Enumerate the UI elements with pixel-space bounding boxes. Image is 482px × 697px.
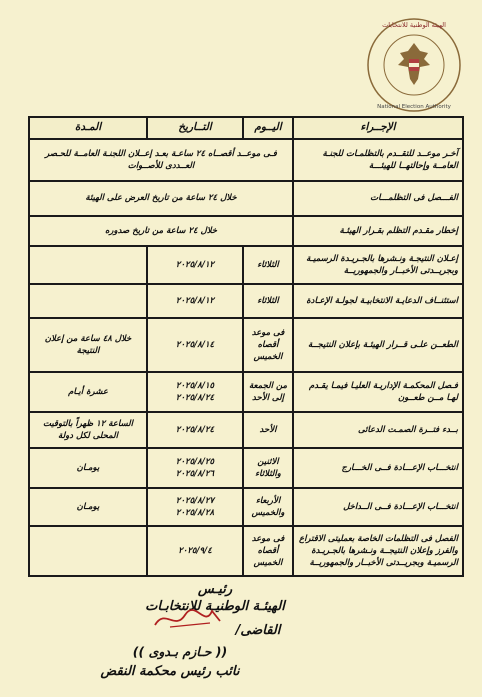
date-cell: ٢٠٢٥/٨/٢٥ ٢٠٢٥/٨/٢٦	[147, 448, 243, 488]
election-schedule-table	[28, 116, 464, 577]
signature-title: رئيـس	[197, 582, 233, 597]
procedure-cell: الفـــصل فى التظلمـــات	[293, 181, 463, 216]
day-cell: فى موعد أقصاه الخميس	[243, 318, 293, 372]
duration-cell: عشرة أيـام	[29, 372, 147, 412]
table-row	[29, 488, 463, 526]
day-cell: الاثنين والثلاثاء	[243, 448, 293, 488]
duration-merged-cell: خلال ٢٤ ساعة من تاريخ العرض على الهيئة	[29, 181, 293, 216]
duration-cell	[29, 246, 147, 284]
table-row	[29, 526, 463, 576]
procedure-cell: إخطار مقـدم التظلم بقـرار الهيئـة	[293, 216, 463, 246]
eagle-emblem-icon	[398, 43, 430, 85]
logo-arabic-name: الهيئة الوطنية للانتخابات	[382, 21, 446, 29]
duration-cell: يومـان	[29, 488, 147, 526]
signature-authority: الهيئـة الوطنيـة للانتخابـات	[145, 599, 285, 614]
duration-cell: الساعة ١٢ ظهراً بالتوقيت المحلى لكل دولة	[29, 412, 147, 448]
table-row	[29, 139, 463, 181]
procedure-cell: بــدء فتــرة الصمـت الدعائى	[293, 412, 463, 448]
procedure-cell: استئنــاف الدعايـة الانتخابيـة لجولـة الإعـادة	[293, 284, 463, 318]
procedure-cell: انتخـــاب الإعـــادة فــى الخـــارج	[293, 448, 463, 488]
header-date: التــاريخ	[147, 117, 243, 139]
day-cell: فى موعد أقصاه الخميس	[243, 526, 293, 576]
date-cell: ٢٠٢٥/٨/٢٤	[147, 412, 243, 448]
table-header-row	[29, 117, 463, 139]
procedure-cell: فـصل المحكمـة الإداريـة العليـا فيمـا يقـدم لهـا مــن طعــون	[293, 372, 463, 412]
table-row	[29, 372, 463, 412]
day-cell: الثلاثاء	[243, 246, 293, 284]
procedure-cell: انتخـــاب الإعـــادة فــى الــداخل	[293, 488, 463, 526]
duration-cell: يومـان	[29, 448, 147, 488]
duration-cell	[29, 284, 147, 318]
header-procedure: الإجــراء	[293, 117, 463, 139]
procedure-cell: الطعــن علـى قــرار الهيئـة بإعلان النتيجــة	[293, 318, 463, 372]
table-row	[29, 181, 463, 216]
date-cell: ٢٠٢٥/٨/١٢	[147, 284, 243, 318]
day-cell: الأربعاء والخميس	[243, 488, 293, 526]
table-row	[29, 216, 463, 246]
date-cell: ٢٠٢٥/٩/٤	[147, 526, 243, 576]
date-cell: ٢٠٢٥/٨/١٥ ٢٠٢٥/٨/٢٤	[147, 372, 243, 412]
procedure-cell: آخـر موعــد للتقــدم بالتظلمـات للجنـة العامــة وإحالتهــا للهيئـــة	[293, 139, 463, 181]
header-duration: المـدة	[29, 117, 147, 139]
signature-judge-label: القاضى/	[235, 623, 281, 638]
header-day: اليــوم	[243, 117, 293, 139]
logo-english-name: National Election Authority	[377, 104, 451, 110]
procedure-cell: الفصل فى التظلمات الخاصة بعمليتى الاقتراع والفرز وإعلان النتيجــة ونـشرها بالجـريـدة الرسميـة وبجريــدتى الأخبــار والجمهوريــة	[293, 526, 463, 576]
duration-cell: خلال ٤٨ ساعة من إعلان النتيجة	[29, 318, 147, 372]
signature-name: (( حـازم بـدوى ))	[132, 644, 228, 659]
date-cell: ٢٠٢٥/٨/١٢	[147, 246, 243, 284]
national-election-authority-logo	[364, 15, 464, 115]
day-cell: الثلاثاء	[243, 284, 293, 318]
duration-cell	[29, 526, 147, 576]
table-row	[29, 284, 463, 318]
date-cell: ٢٠٢٥/٨/١٤	[147, 318, 243, 372]
table-row	[29, 448, 463, 488]
day-cell: من الجمعة إلى الأحد	[243, 372, 293, 412]
table-row	[29, 246, 463, 284]
procedure-cell: إعـلان النتيجـة ونـشرها بالجـريـدة الرسميـة وبجريــدتى الأخبــار والجمهوريــة	[293, 246, 463, 284]
duration-merged-cell: فـى موعــد أقصــاه ٢٤ ساعـة بعـد إعــلان اللجنـة العامــة للحـصر العــددى للأصــوات	[29, 139, 293, 181]
signature-position: نائب رئيس محكمة النقض	[100, 664, 240, 679]
date-cell: ٢٠٢٥/٨/٢٧ ٢٠٢٥/٨/٢٨	[147, 488, 243, 526]
day-cell: الأحد	[243, 412, 293, 448]
table-row	[29, 318, 463, 372]
table-row	[29, 412, 463, 448]
duration-merged-cell: خلال ٢٤ ساعة من تاريخ صدوره	[29, 216, 293, 246]
